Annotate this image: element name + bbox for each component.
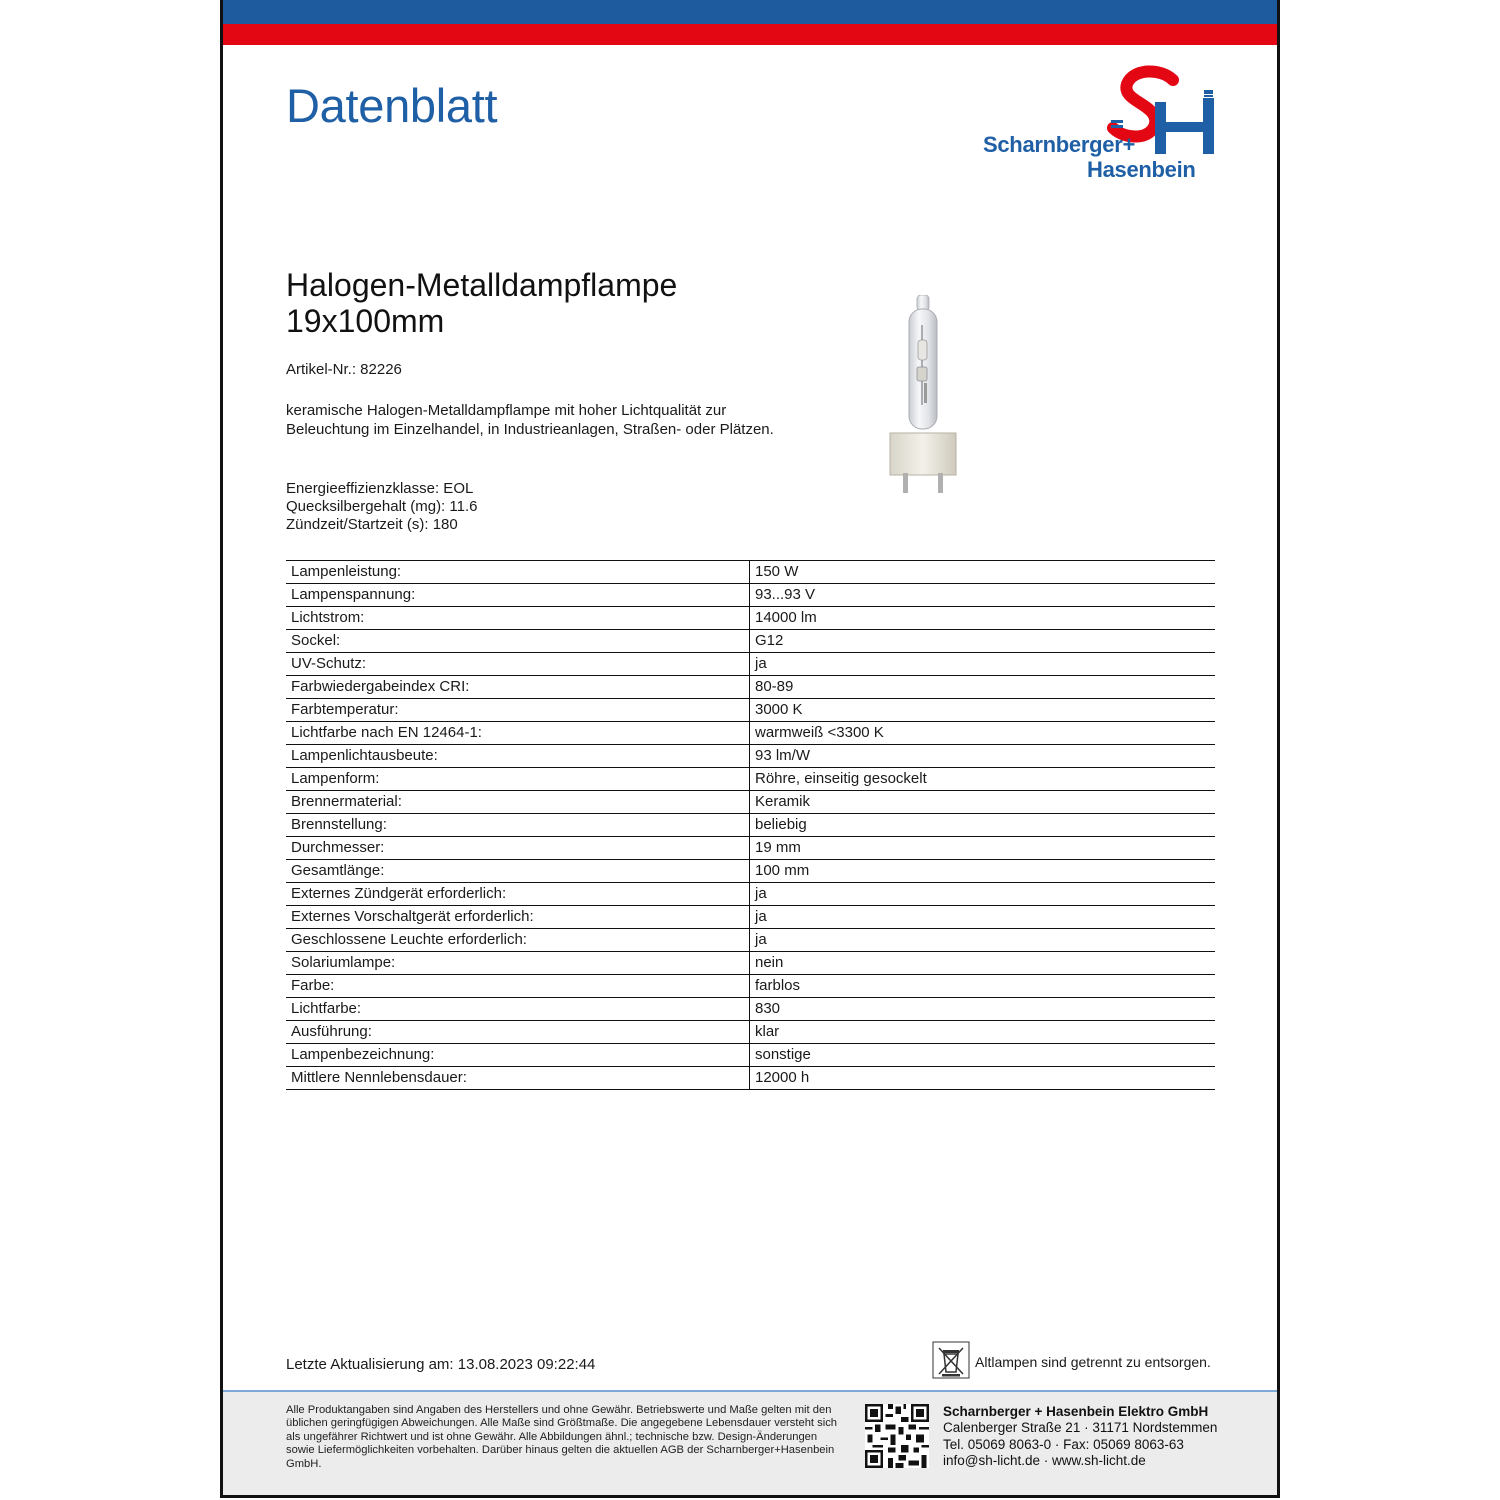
spec-key: Lampenlichtausbeute: <box>286 745 750 768</box>
header-red-band <box>223 24 1277 45</box>
product-title-line2: 19x100mm <box>286 303 445 339</box>
spec-value: beliebig <box>750 814 1216 837</box>
spec-key: Lampenbezeichnung: <box>286 1044 750 1067</box>
table-row <box>286 1067 1215 1090</box>
table-row <box>286 860 1215 883</box>
spec-key: Solariumlampe: <box>286 952 750 975</box>
product-description: keramische Halogen-Metalldampflampe mit hoher Lichtqualität zur Beleuchtung im Einzelhandel, in Industrieanlagen, Straßen- oder Plätzen. <box>286 402 774 438</box>
table-row <box>286 883 1215 906</box>
spec-value: 80-89 <box>750 676 1216 699</box>
table-row <box>286 584 1215 607</box>
spec-value: warmweiß <3300 K <box>750 722 1216 745</box>
table-row <box>286 722 1215 745</box>
spec-value: Keramik <box>750 791 1216 814</box>
product-meta <box>286 480 477 534</box>
table-row <box>286 1021 1215 1044</box>
lamp-image-icon <box>878 295 968 495</box>
spec-value: 3000 K <box>750 699 1216 722</box>
ignition-time: Zündzeit/Startzeit (s): 180 <box>286 516 458 533</box>
table-row <box>286 814 1215 837</box>
datasheet-page <box>220 0 1280 1498</box>
spec-value: 100 mm <box>750 860 1216 883</box>
spec-key: Gesamtlänge: <box>286 860 750 883</box>
spec-value: 12000 h <box>750 1067 1216 1090</box>
spec-value: ja <box>750 906 1216 929</box>
spec-value: 93 lm/W <box>750 745 1216 768</box>
table-row <box>286 1044 1215 1067</box>
mercury-content: Quecksilbergehalt (mg): 11.6 <box>286 498 478 515</box>
spec-key: Sockel: <box>286 630 750 653</box>
product-title-line1: Halogen-Metalldampflampe <box>286 267 678 303</box>
table-row <box>286 975 1215 998</box>
table-row <box>286 676 1215 699</box>
spec-table <box>286 560 1215 1090</box>
logo-text-line1: Scharnberger+ <box>983 132 1136 157</box>
last-updated: Letzte Aktualisierung am: 13.08.2023 09:22:44 <box>286 1356 596 1373</box>
company-web: info@sh-licht.de · www.sh-licht.de <box>943 1452 1146 1468</box>
spec-key: Lichtfarbe nach EN 12464-1: <box>286 722 750 745</box>
spec-value: farblos <box>750 975 1216 998</box>
table-row <box>286 653 1215 676</box>
spec-value: G12 <box>750 630 1216 653</box>
spec-key: Farbe: <box>286 975 750 998</box>
page-footer <box>223 1390 1277 1498</box>
company-info <box>943 1404 1217 1469</box>
spec-value: ja <box>750 929 1216 952</box>
spec-value: klar <box>750 1021 1216 1044</box>
table-row <box>286 745 1215 768</box>
spec-key: Lichtstrom: <box>286 607 750 630</box>
spec-value: ja <box>750 883 1216 906</box>
weee-note: Altlampen sind getrennt zu entsorgen. <box>975 1354 1211 1370</box>
table-row <box>286 699 1215 722</box>
company-phone: Tel. 05069 8063-0 · Fax: 05069 8063-63 <box>943 1436 1184 1452</box>
spec-key: Durchmesser: <box>286 837 750 860</box>
energy-class: Energieeffizienzklasse: EOL <box>286 480 474 497</box>
spec-key: Brennstellung: <box>286 814 750 837</box>
logo-text-line2: Hasenbein <box>1087 157 1196 182</box>
company-address: Calenberger Straße 21 · 31171 Nordstemmen <box>943 1420 1218 1436</box>
spec-key: Lampenspannung: <box>286 584 750 607</box>
spec-key: Geschlossene Leuchte erforderlich: <box>286 929 750 952</box>
table-row <box>286 630 1215 653</box>
spec-key: Externes Zündgerät erforderlich: <box>286 883 750 906</box>
spec-key: Farbtemperatur: <box>286 699 750 722</box>
table-row <box>286 791 1215 814</box>
table-row <box>286 952 1215 975</box>
product-title <box>286 267 677 339</box>
spec-key: Lichtfarbe: <box>286 998 750 1021</box>
document-title: Datenblatt <box>286 79 498 132</box>
disclaimer-text: Alle Produktangaben sind Angaben des Herstellers und ohne Gewähr. Betriebswerte und Maße gelten mit den üblichen geringfügigen Abweichungen. Alle Maße sind Größtmaße. Die angegebene Lebensdauer versteht sich als ungefährer Richtwert und ist ohne Gewähr. Alle Abbildungen ähnl.; technische bzw. Design-Änderungen sowie Liefermöglichkeiten vorbehalten. Darüber hinaus gelten die aktuellen AGB der Scharnberger+Hasenbein GmbH. <box>286 1404 838 1470</box>
weee-bin-icon <box>932 1341 970 1379</box>
qr-code-icon <box>865 1404 929 1468</box>
spec-key: Farbwiedergabeindex CRI: <box>286 676 750 699</box>
spec-key: Ausführung: <box>286 1021 750 1044</box>
table-row <box>286 768 1215 791</box>
spec-value: 14000 lm <box>750 607 1216 630</box>
table-row <box>286 837 1215 860</box>
spec-key: Brennermaterial: <box>286 791 750 814</box>
spec-key: Lampenform: <box>286 768 750 791</box>
spec-value: ja <box>750 653 1216 676</box>
spec-key: Externes Vorschaltgerät erforderlich: <box>286 906 750 929</box>
company-name: Scharnberger + Hasenbein Elektro GmbH <box>943 1404 1209 1419</box>
table-row <box>286 998 1215 1021</box>
spec-value: 93...93 V <box>750 584 1216 607</box>
spec-value: nein <box>750 952 1216 975</box>
header-blue-band <box>223 0 1277 24</box>
spec-value: Röhre, einseitig gesockelt <box>750 768 1216 791</box>
table-row <box>286 561 1215 584</box>
spec-key: Mittlere Nennlebensdauer: <box>286 1067 750 1090</box>
spec-value: sonstige <box>750 1044 1216 1067</box>
spec-value: 19 mm <box>750 837 1216 860</box>
article-number: Artikel-Nr.: 82226 <box>286 361 402 378</box>
table-row <box>286 929 1215 952</box>
spec-value: 150 W <box>750 561 1216 584</box>
spec-key: Lampenleistung: <box>286 561 750 584</box>
spec-value: 830 <box>750 998 1216 1021</box>
spec-key: UV-Schutz: <box>286 653 750 676</box>
table-row <box>286 906 1215 929</box>
table-row <box>286 607 1215 630</box>
